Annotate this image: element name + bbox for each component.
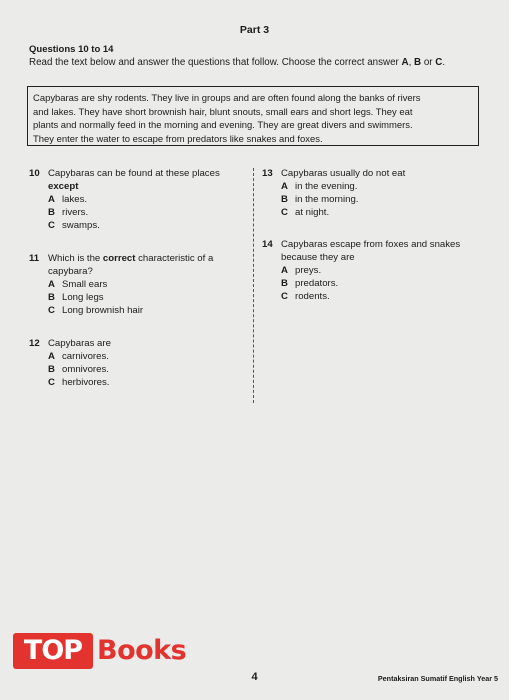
- logo-books-text: Books: [97, 635, 187, 666]
- part-title: Part 3: [239, 24, 270, 36]
- option-text: carnivores.: [62, 351, 109, 362]
- stem-text: Capybaras escape from foxes and snakes: [281, 239, 461, 250]
- question-stem: [48, 168, 248, 193]
- option-a[interactable]: [281, 265, 321, 278]
- stem-emphasis: except: [48, 180, 79, 192]
- stem-text: because they are: [281, 251, 355, 263]
- option-b[interactable]: [48, 364, 109, 377]
- questions-range: Questions 10 to 14: [29, 44, 114, 55]
- question-stem: [281, 168, 405, 181]
- footer-title: Pentaksiran Sumatif English Year 5: [377, 674, 498, 683]
- option-text: herbivores.: [62, 377, 110, 388]
- option-letter: A: [281, 265, 288, 276]
- stem-text: Which is the: [48, 253, 103, 264]
- question-number: 14: [262, 239, 273, 250]
- stem-text: Capybaras can be found at these places: [48, 168, 220, 179]
- option-c[interactable]: [281, 291, 330, 304]
- option-text: in the morning.: [295, 194, 359, 205]
- stem-text: Capybaras are: [48, 338, 111, 349]
- option-text: Small ears: [62, 279, 108, 290]
- option-text: in the evening.: [295, 181, 358, 192]
- topbooks-logo: [13, 633, 187, 669]
- option-letter: C: [48, 377, 55, 388]
- option-text: rivers.: [62, 207, 89, 218]
- option-text: omnivores.: [62, 364, 109, 375]
- logo-top-text: TOP: [13, 633, 93, 669]
- question-stem: [48, 338, 111, 351]
- answer-a: A: [401, 57, 409, 68]
- option-text: rodents.: [295, 291, 330, 302]
- option-letter: B: [48, 207, 55, 218]
- page-number: 4: [251, 671, 258, 683]
- option-letter: C: [281, 291, 288, 302]
- option-a[interactable]: [48, 351, 109, 364]
- question-number: 12: [29, 338, 40, 349]
- option-c[interactable]: [48, 305, 143, 318]
- question-number: 11: [29, 253, 40, 264]
- option-letter: B: [281, 194, 288, 205]
- option-text: at night.: [295, 207, 330, 218]
- instruction-or: or: [421, 57, 436, 68]
- option-b[interactable]: [48, 292, 104, 305]
- option-letter: A: [48, 279, 55, 290]
- stem-emphasis: correct: [102, 253, 136, 264]
- option-text: preys.: [295, 265, 322, 276]
- column-divider: [253, 168, 255, 403]
- passage-line: They enter the water to escape from predators like snakes and foxes.: [33, 133, 323, 145]
- option-letter: B: [48, 364, 55, 375]
- passage-line: Capybaras are shy rodents. They live in groups and are often found along the banks of rivers: [33, 93, 421, 104]
- option-letter: B: [48, 292, 55, 303]
- option-b[interactable]: [281, 278, 338, 291]
- option-text: lakes.: [62, 194, 88, 205]
- question-number: 10: [29, 168, 40, 179]
- instruction-comma: ,: [408, 57, 415, 68]
- option-b[interactable]: [48, 207, 88, 220]
- option-text: swamps.: [62, 220, 100, 231]
- instructions: [29, 57, 445, 68]
- stem-text: Capybaras usually do not eat: [281, 168, 406, 179]
- option-c[interactable]: [281, 207, 329, 220]
- stem-text: characteristic of a: [135, 253, 214, 264]
- answer-c: C: [435, 57, 443, 68]
- option-c[interactable]: [48, 220, 100, 233]
- question-12: [29, 338, 249, 398]
- option-letter: C: [48, 305, 55, 316]
- question-11: [29, 253, 249, 323]
- reading-passage: [27, 86, 479, 146]
- option-letter: B: [281, 278, 288, 289]
- option-letter: A: [48, 351, 55, 362]
- option-text: Long brownish hair: [62, 305, 144, 316]
- option-text: Long legs: [62, 292, 104, 303]
- option-letter: A: [281, 181, 288, 192]
- option-letter: A: [48, 194, 55, 205]
- question-stem: [281, 239, 493, 264]
- option-b[interactable]: [281, 194, 358, 207]
- option-letter: C: [48, 220, 55, 231]
- option-c[interactable]: [48, 377, 109, 390]
- instruction-end: .: [442, 57, 446, 68]
- question-number: 13: [262, 168, 273, 179]
- instruction-text: Read the text below and answer the questions that follow. Choose the correct answer: [29, 57, 402, 68]
- question-13: [262, 168, 492, 228]
- question-14: [262, 239, 492, 309]
- option-a[interactable]: [48, 194, 87, 207]
- passage-line: and lakes. They have short brownish hair, blunt snouts, small ears and short legs. They eat: [33, 106, 413, 118]
- question-stem: [48, 253, 253, 278]
- question-10: [29, 168, 249, 238]
- option-letter: C: [281, 207, 288, 218]
- option-a[interactable]: [281, 181, 357, 194]
- answer-b: B: [414, 57, 422, 68]
- option-text: predators.: [295, 278, 339, 289]
- stem-text: capybara?: [48, 265, 93, 277]
- passage-line: plants and normally feed in the morning and evening. They are great divers and swimmers.: [33, 120, 413, 131]
- option-a[interactable]: [48, 279, 107, 292]
